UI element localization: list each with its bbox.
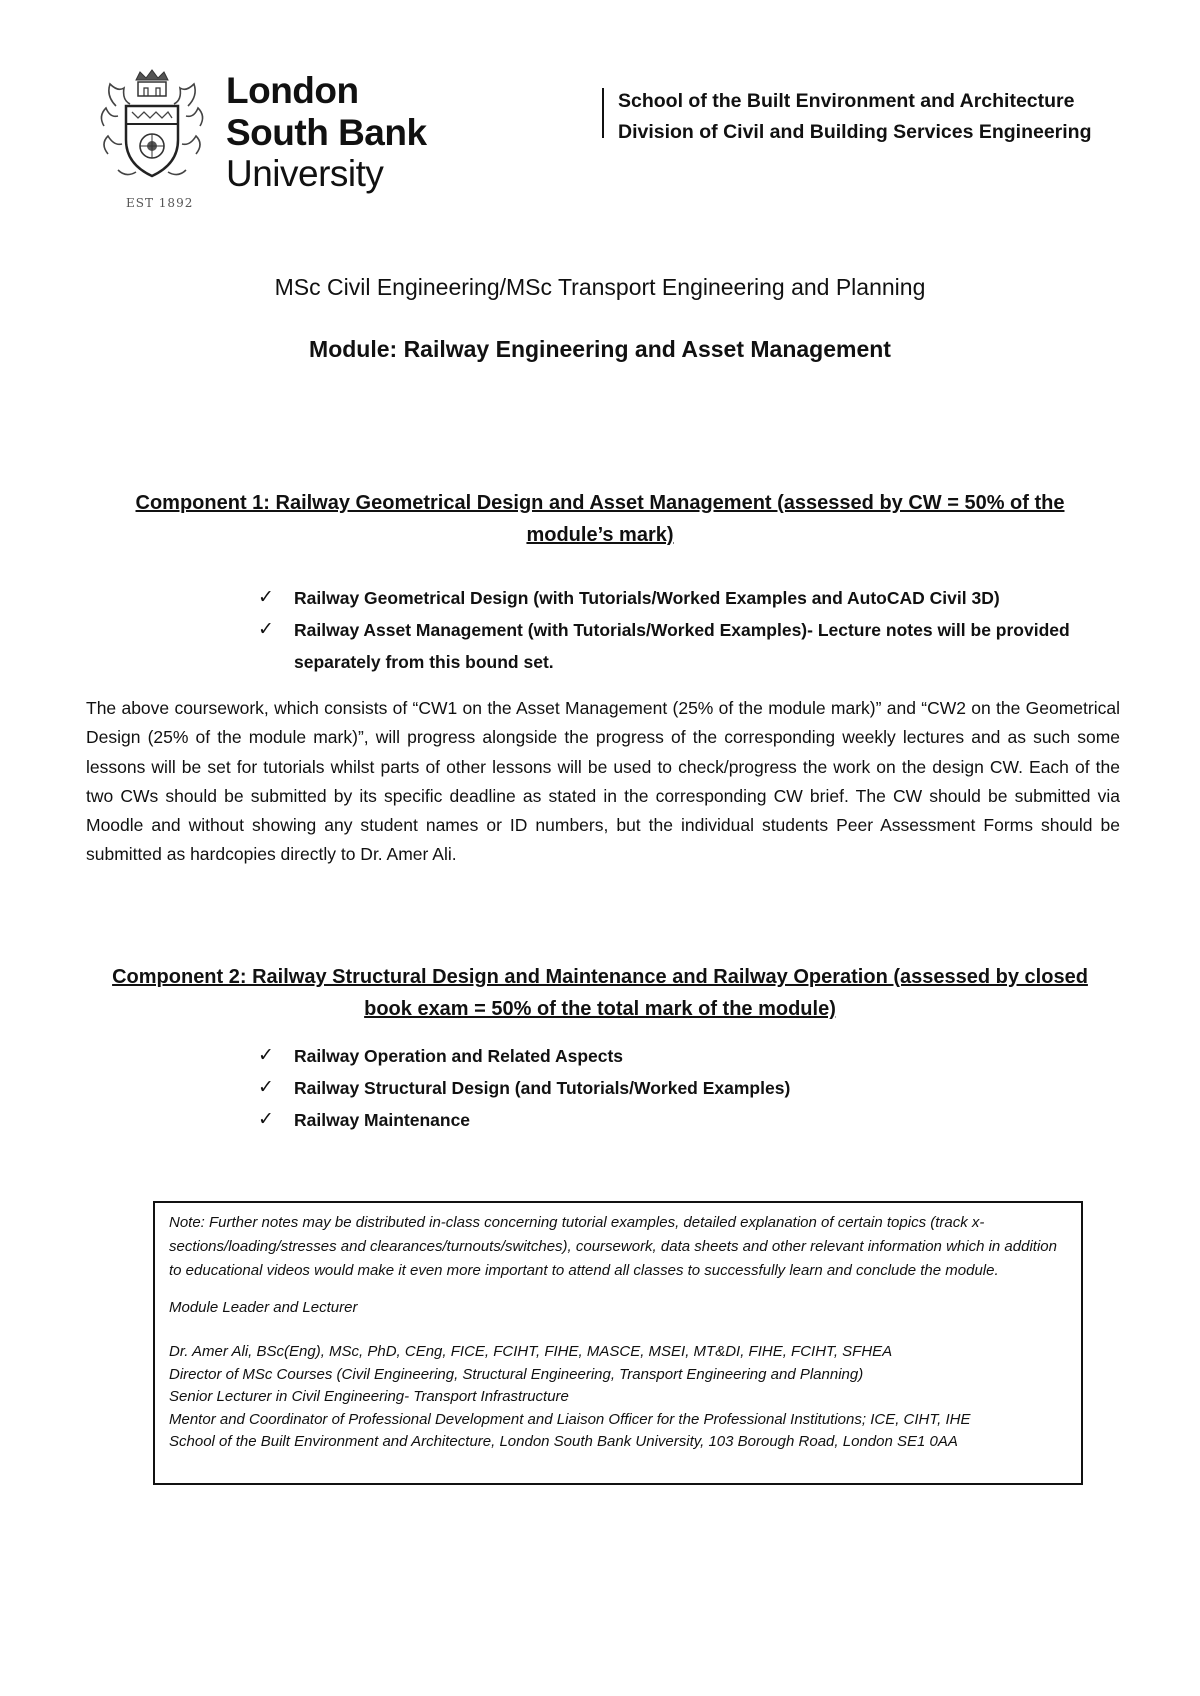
list-item-label: Railway Maintenance [294, 1110, 471, 1130]
coursework-description: The above coursework, which consists of “CW1 on the Asset Management (25% of the module mark)” and “CW2 on the Geometrical Design (25% of the module mark)”, will progress alongside the progress of the corresponding weekly lectures and as such some lessons will be set for tutorials whilst parts of other lessons will be used to check/progress the work on the design CW. Each of the two CWs should be submitted by its specific deadline as stated in the corresponding CW brief. The CW should be submitted via Moodle and without showing any student names or ID numbers, but the individual students Peer Assessment Forms should be submitted as hardcopies directly to Dr. Amer Ali. [86, 698, 1120, 865]
note-mentor-role: Mentor and Coordinator of Professional Development and Liaison Officer for the Professional Institutions; ICE, CIHT, IHE [169, 1410, 971, 1428]
component-1-heading-line1: Component 1: Railway Geometrical Design and Asset Management (assessed by CW = 50% of the [135, 492, 1065, 514]
header-school: School of the Built Environment and Architecture [618, 90, 1075, 112]
logo-line-south-bank: South Bank [226, 112, 427, 153]
list-item [258, 614, 1118, 678]
component-2-topic-list [258, 1040, 1118, 1136]
list-item [258, 582, 1118, 614]
note-text: Note: Further notes may be distributed in-class concerning tutorial examples, detailed explanation of certain topics (track x-sections/loading/stresses and clearances/turnouts/switches), coursework, data sheets and other relevant information which in addition to educational videos would make it even more important to attend all classes to successfully learn and conclude the module. [169, 1214, 1057, 1279]
logo-line-london: London [226, 70, 359, 111]
header-division: Division of Civil and Building Services Engineering [618, 121, 1092, 143]
program-title: MSc Civil Engineering/MSc Transport Engineering and Planning [274, 274, 926, 300]
check-icon: ✓ [258, 619, 274, 640]
list-item [258, 1072, 1118, 1104]
list-item-label: Railway Asset Management (with Tutorials/Worked Examples)- Lecture notes will be provided separately from this bound set. [294, 620, 1070, 672]
header-divider [602, 88, 604, 138]
list-item-label: Railway Operation and Related Aspects [294, 1046, 624, 1066]
check-icon: ✓ [258, 587, 274, 608]
logo-established-year: EST 1892 [126, 196, 194, 210]
module-title: Module: Railway Engineering and Asset Management [309, 336, 891, 362]
university-crest-icon [96, 66, 208, 186]
header-department-block [618, 86, 1092, 148]
check-icon: ✓ [258, 1077, 274, 1098]
university-logo-wordmark [226, 72, 427, 192]
note-address: School of the Built Environment and Architecture, London South Bank University, 103 Borough Road, London SE1 0AA [169, 1433, 958, 1450]
component-1-topic-list [258, 582, 1118, 678]
list-item-label: Railway Geometrical Design (with Tutorials/Worked Examples and AutoCAD Civil 3D) [294, 588, 1000, 608]
check-icon: ✓ [258, 1109, 274, 1130]
note-credentials: Dr. Amer Ali, BSc(Eng), MSc, PhD, CEng, FICE, FCIHT, FIHE, MASCE, MSEI, MT&DI, FIHE, FCIHT, SFHEA [169, 1343, 893, 1360]
note-director-role: Director of MSc Courses (Civil Engineering, Structural Engineering, Transport Engineering and Planning) [169, 1365, 864, 1383]
list-item [258, 1104, 1118, 1136]
note-box [153, 1201, 1083, 1485]
component-2-heading-line2: book exam = 50% of the total mark of the module) [364, 998, 836, 1020]
list-item-label: Railway Structural Design (and Tutorials/Worked Examples) [294, 1078, 791, 1098]
note-role: Module Leader and Lecturer [169, 1299, 358, 1316]
note-lecturer-role: Senior Lecturer in Civil Engineering- Transport Infrastructure [169, 1388, 569, 1405]
component-1-heading-line2: module’s mark) [526, 524, 674, 546]
component-2-heading-line1: Component 2: Railway Structural Design and Maintenance and Railway Operation (assessed by closed [112, 966, 1088, 988]
component-1-heading [80, 487, 1120, 551]
list-item [258, 1040, 1118, 1072]
component-2-heading [80, 961, 1120, 1025]
check-icon: ✓ [258, 1045, 274, 1066]
logo-line-university: University [226, 153, 384, 194]
